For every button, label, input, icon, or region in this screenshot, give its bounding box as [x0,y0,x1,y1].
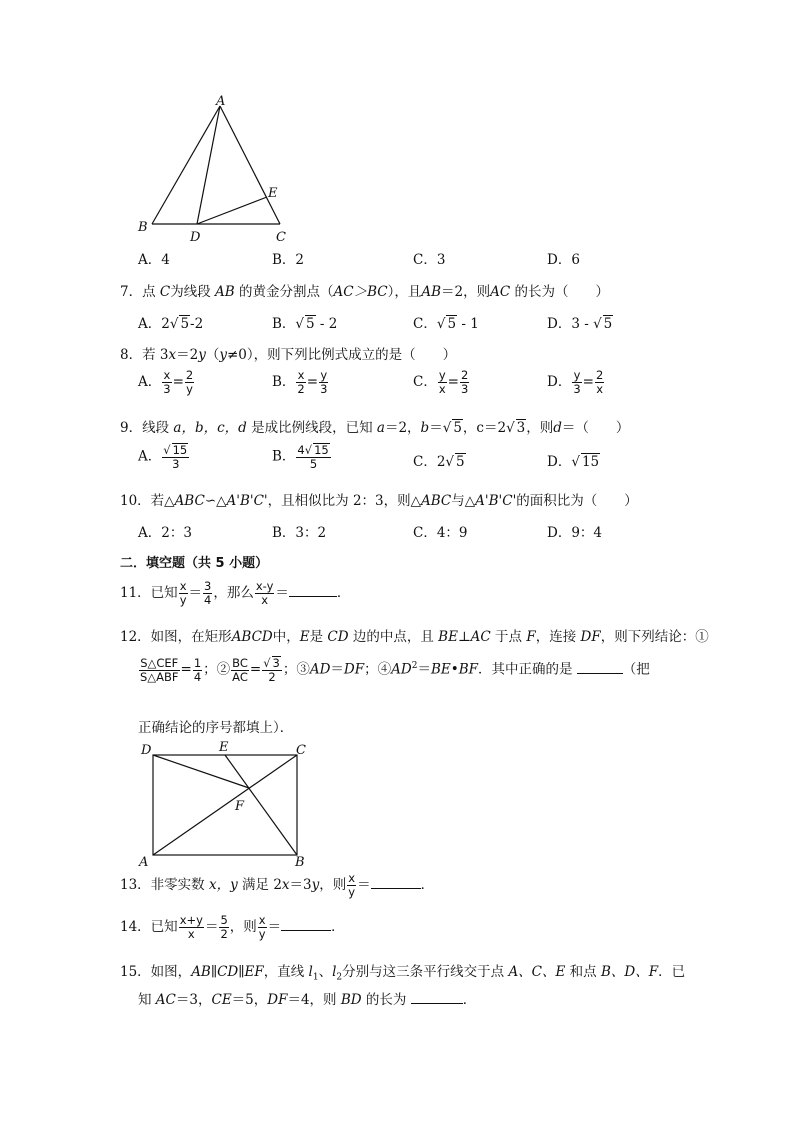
text: ．其中正确的是 [477,661,573,678]
var: AC [490,284,511,300]
question-number: 8． [120,347,143,363]
var: BD [340,992,362,1008]
var: CD [327,629,349,645]
text: ，直线 [263,964,309,980]
numerator: BC [232,655,248,670]
numerator: x [348,871,356,885]
option-c[interactable]: C． $\frac{y}{x}$ = $\frac{2}{3}$ [413,368,469,397]
text: ＝ [417,661,431,678]
text: ；③ [282,661,310,678]
denominator: 3 [163,382,171,397]
var: F [526,629,536,645]
var: x [168,347,177,363]
subscript: 2 [336,972,343,983]
text: 的长为 [365,992,407,1008]
fraction [262,656,282,684]
denominator: 3 [573,382,581,397]
text: 、 [318,964,333,980]
denominator: 3 [460,382,469,397]
option-b[interactable]: B．2 [272,252,305,268]
numerator: S△CEF [140,655,179,670]
radicand: 5 [306,316,315,332]
var: x，y [208,877,238,894]
option-b[interactable]: B．3：2 [272,525,327,541]
var: A、C、E [508,964,566,980]
denominator: y [258,927,266,942]
edge-ab [152,106,220,224]
text: （ [205,347,220,363]
subscript: 1 [312,972,319,983]
fraction [296,443,330,471]
fraction [203,580,212,607]
edge-ac [220,106,280,224]
answer-blank[interactable] [371,888,421,889]
question-number: 14．已知 [120,919,178,936]
text: - 2 [315,316,338,332]
radicand: 5 [447,316,457,332]
var: x [281,877,290,894]
var: BE [430,661,451,678]
text: 若 3 [142,347,169,363]
fraction [193,657,202,684]
text: ＝5， [231,992,268,1008]
text: 于点 [495,629,523,645]
text: B． [272,448,296,465]
fraction [347,872,356,899]
denominator: 4 [193,669,202,684]
option-b[interactable]: B．√ 5 - 2 [272,316,338,332]
denominator: S△ABF [140,669,179,684]
text: 的黄金分割点（ [239,284,334,300]
text: ＝ [267,919,282,936]
text: ＝2 [176,347,199,363]
radicand: 15 [581,454,600,470]
text: ，则下列结论：① [600,629,709,645]
option-a[interactable]: A．4 [138,252,170,268]
numerator: x [179,579,187,593]
text: ；④ [364,661,392,678]
text: D． [547,374,572,391]
question-15-line2 [138,988,476,1008]
label-a: A [216,94,226,109]
var: ABCD [231,629,273,645]
var: AC [470,629,491,645]
numerator: x [163,368,171,382]
var: BE [438,629,458,645]
text: ＝ [330,661,344,678]
option-d[interactable]: D．6 [547,252,580,268]
text: D． [547,454,572,470]
text: A． [138,448,162,465]
label-b: B [138,220,148,235]
denominator: x [438,382,446,397]
var: A'B'C' [226,493,268,509]
var: E [299,629,310,645]
label-d: D [190,230,201,245]
text: B． [272,316,296,332]
denominator: AC [232,669,248,684]
text: A．2 [138,316,170,332]
option-a[interactable] [138,443,190,471]
segment-de [197,197,267,224]
text: ＝ [204,919,219,936]
text: ＝ [357,877,371,894]
question-number: 13．非零实数 [120,877,205,894]
text: 是成比例线段，已知 [251,420,373,436]
text: ⊥ [457,629,471,645]
var: DF [580,629,601,645]
var: C [159,284,171,300]
text: 中， [272,629,300,645]
text: ． [420,877,435,894]
text: 边的中点，且 [352,629,434,645]
diagonal-ac [153,755,297,855]
text: ＝ [429,420,443,436]
denominator: y [179,593,187,608]
section-heading: 二．填空题（共 5 小题） [120,556,269,571]
fraction [162,443,189,471]
text: 与△ [451,493,476,509]
denominator: 2 [268,670,276,685]
text: 的长为（ ） [514,284,609,300]
fraction [296,369,305,396]
answer-blank[interactable] [281,930,331,931]
text: ＝3 [289,877,312,894]
numerator: 5 [220,913,228,927]
text: 是 [309,629,324,645]
question-number: 12．如图，在矩形 [120,629,232,645]
text: A． [138,374,162,391]
text: 和点 [569,964,597,980]
var: l [332,964,337,980]
question-12-line2: $\frac{\text{S△CEF}}{\text{S△ABF}}$ = $\frac{1}{4}$ ；② $\frac{BC}{AC}$ = $\frac{√ 3}{2}$ ；③AD＝DF；$④AD^2=BE•BF$．其中正确的是 （把 [140,655,650,685]
fraction [438,369,447,396]
var: AD [391,661,412,678]
text: ，则 [229,919,257,936]
var: a，b，c，d [173,420,247,436]
denominator: 4 [204,593,212,608]
var: AC [155,992,176,1008]
fraction [139,657,180,684]
fraction [231,657,249,684]
text: D．3 - [547,316,594,332]
text: （把 [622,661,650,678]
numerator: x+y [179,913,203,927]
var: DF [267,992,288,1008]
fraction [179,580,188,607]
question-8 [120,343,456,363]
text: 为线段 [170,284,211,300]
option-a[interactable]: A．2√ 5-2 [138,316,204,332]
question-14 [120,914,345,941]
var: ABC [421,493,452,509]
var: l [308,964,313,980]
text: 的面积比为（ ） [516,493,638,509]
option-c[interactable]: C．√ 5 - 1 [413,316,479,332]
text: - 1 [457,316,479,332]
text: ∽△ [204,493,227,509]
radicand: 3 [272,656,280,670]
var: y [311,877,320,894]
option-d[interactable]: D．3 - √ 5 [547,316,613,332]
option-d[interactable]: D． $\frac{y}{3}$ = $\frac{2}{x}$ [547,368,604,397]
text: ，那么 [213,585,254,602]
var: ABC [174,493,205,509]
answer-blank[interactable] [411,1003,463,1004]
option-c[interactable]: C．4：9 [413,525,468,541]
label-c: C [276,230,286,245]
text: -2 [190,316,204,332]
numerator: y [320,368,328,382]
fraction [572,369,581,396]
label-e: E [219,740,229,755]
text: ＝ [275,585,289,602]
numerator: 2 [185,368,194,382]
numerator: 2 [460,368,469,382]
denominator: 2 [297,382,305,397]
text: ，且相似比为 2：3，则△ [267,493,422,509]
question-number: 15．如图， [120,964,192,980]
text: C．2 [413,454,446,470]
option-c[interactable]: C．3 [413,252,446,268]
fraction [179,914,204,941]
text: ，连接 [535,629,577,645]
fraction [162,369,171,396]
label-c: C [296,743,306,758]
label-e: E [268,186,278,201]
option-b[interactable] [272,443,332,471]
option-d[interactable]: D．√ 15 [547,454,600,470]
var: CE [211,992,232,1008]
question-9: 9．线段 a，b，c，d 是成比例线段，已知 a＝2，b＝√ 5，c＝2√ 3，则d＝（ ） [120,420,630,436]
text: ． [336,585,351,602]
var: d [553,420,562,436]
text: 线段 [142,420,170,436]
question-15-line1 [120,960,685,983]
text: ＝4，则 [287,992,337,1008]
var: y [219,347,227,363]
label-f: F [235,799,245,814]
fraction [460,369,469,396]
numerator: 2 [595,368,604,382]
superscript: 2 [411,661,418,672]
denominator: 2 [220,927,228,942]
text: C． [413,374,437,391]
option-b[interactable]: B． $\frac{x}{2}$ = $\frac{y}{3}$ [272,368,328,397]
var: BF [458,661,478,678]
numerator: 3 [204,579,212,593]
var: DF [343,661,365,678]
text: 知 [138,992,156,1008]
text: ＝ [188,585,202,602]
answer-blank[interactable] [577,673,623,674]
text: ＝（ ） [561,420,630,436]
denominator: y [348,885,356,900]
denominator: x [261,593,269,608]
denominator: x [187,927,195,942]
radicand: 15 [314,443,329,457]
segment-df [153,755,249,788]
label-b: B [295,855,305,869]
denominator: 3 [172,457,180,472]
text: ；② [203,661,231,678]
question-13 [120,872,434,899]
denominator: x [596,382,604,397]
question-number: 10．若△ [120,493,175,509]
denominator: 3 [320,382,328,397]
question-number: 9． [120,420,143,436]
answer-blank[interactable] [289,596,337,597]
radicand: 5 [453,420,462,436]
radicand: 5 [456,454,465,470]
numerator: √ 3 [263,656,280,670]
option-a[interactable]: A．2：3 [138,525,192,541]
question-11 [120,580,350,607]
option-a[interactable]: A． $\frac{x}{3}$ = $\frac{2}{y}$ [138,368,194,397]
radicand: 15 [172,443,188,457]
fraction [258,914,267,941]
option-d[interactable]: D．9：4 [547,525,603,541]
text: ． [331,919,345,936]
triangle-figure [130,90,300,245]
var: AC＞BC [333,284,388,300]
var: AB∥CD∥EF [191,964,264,980]
text: ＝2，则 [441,284,491,300]
var: A'B'C' [475,493,517,509]
numerator: 4√ 15 [297,443,329,457]
fraction [219,914,228,941]
text: 点 [142,284,156,300]
fraction [185,369,194,396]
numerator: x [258,913,266,927]
text: ），且 [387,284,422,300]
numerator: x [297,368,305,382]
text: ，c＝2 [462,420,507,436]
text: ，则 [526,420,554,436]
question-7 [120,280,609,300]
coefficient: 4 [297,443,305,457]
option-c[interactable]: C．2√ 5 [413,454,465,470]
radicand: 3 [516,420,526,436]
fraction [319,369,328,396]
rectangle-figure [135,737,315,869]
denominator: y [186,382,193,397]
text: ．已 [658,964,686,980]
var: a [376,420,385,436]
label-d: D [141,743,152,758]
numerator: x-y [255,579,274,593]
radicand: 5 [603,316,613,332]
numerator: y [438,368,446,382]
question-10 [120,489,638,509]
numerator: y [573,368,581,382]
text: ＝2， [384,420,421,436]
question-number: 7． [120,284,143,300]
text: B． [272,374,296,391]
label-a: A [139,855,149,869]
var: AB [421,284,442,300]
text: 满足 2 [242,877,282,894]
denominator: 5 [309,457,318,472]
text: ≠0），则下列比例式成立的是（ ） [226,347,457,363]
text: ． [462,992,477,1008]
var: B、D、F [600,964,659,980]
numerator: 1 [193,655,202,670]
text: C． [413,316,437,332]
numerator: √ 15 [163,443,188,457]
question-12-line3: 正确结论的序号都填上）． [138,720,294,736]
text: ，则 [319,877,347,894]
text: • [450,661,459,678]
var: y [198,347,206,363]
text: ＝3， [175,992,212,1008]
var: b [420,420,430,436]
question-number: 11．已知 [120,585,178,602]
fraction [595,369,604,396]
question-12-line1 [120,625,709,645]
var: AD [309,661,331,678]
text: 分别与这三条平行线交于点 [342,964,505,980]
var: AB [215,284,235,300]
radicand: 5 [180,316,190,332]
fraction [255,580,275,607]
segment-ad [197,106,220,224]
